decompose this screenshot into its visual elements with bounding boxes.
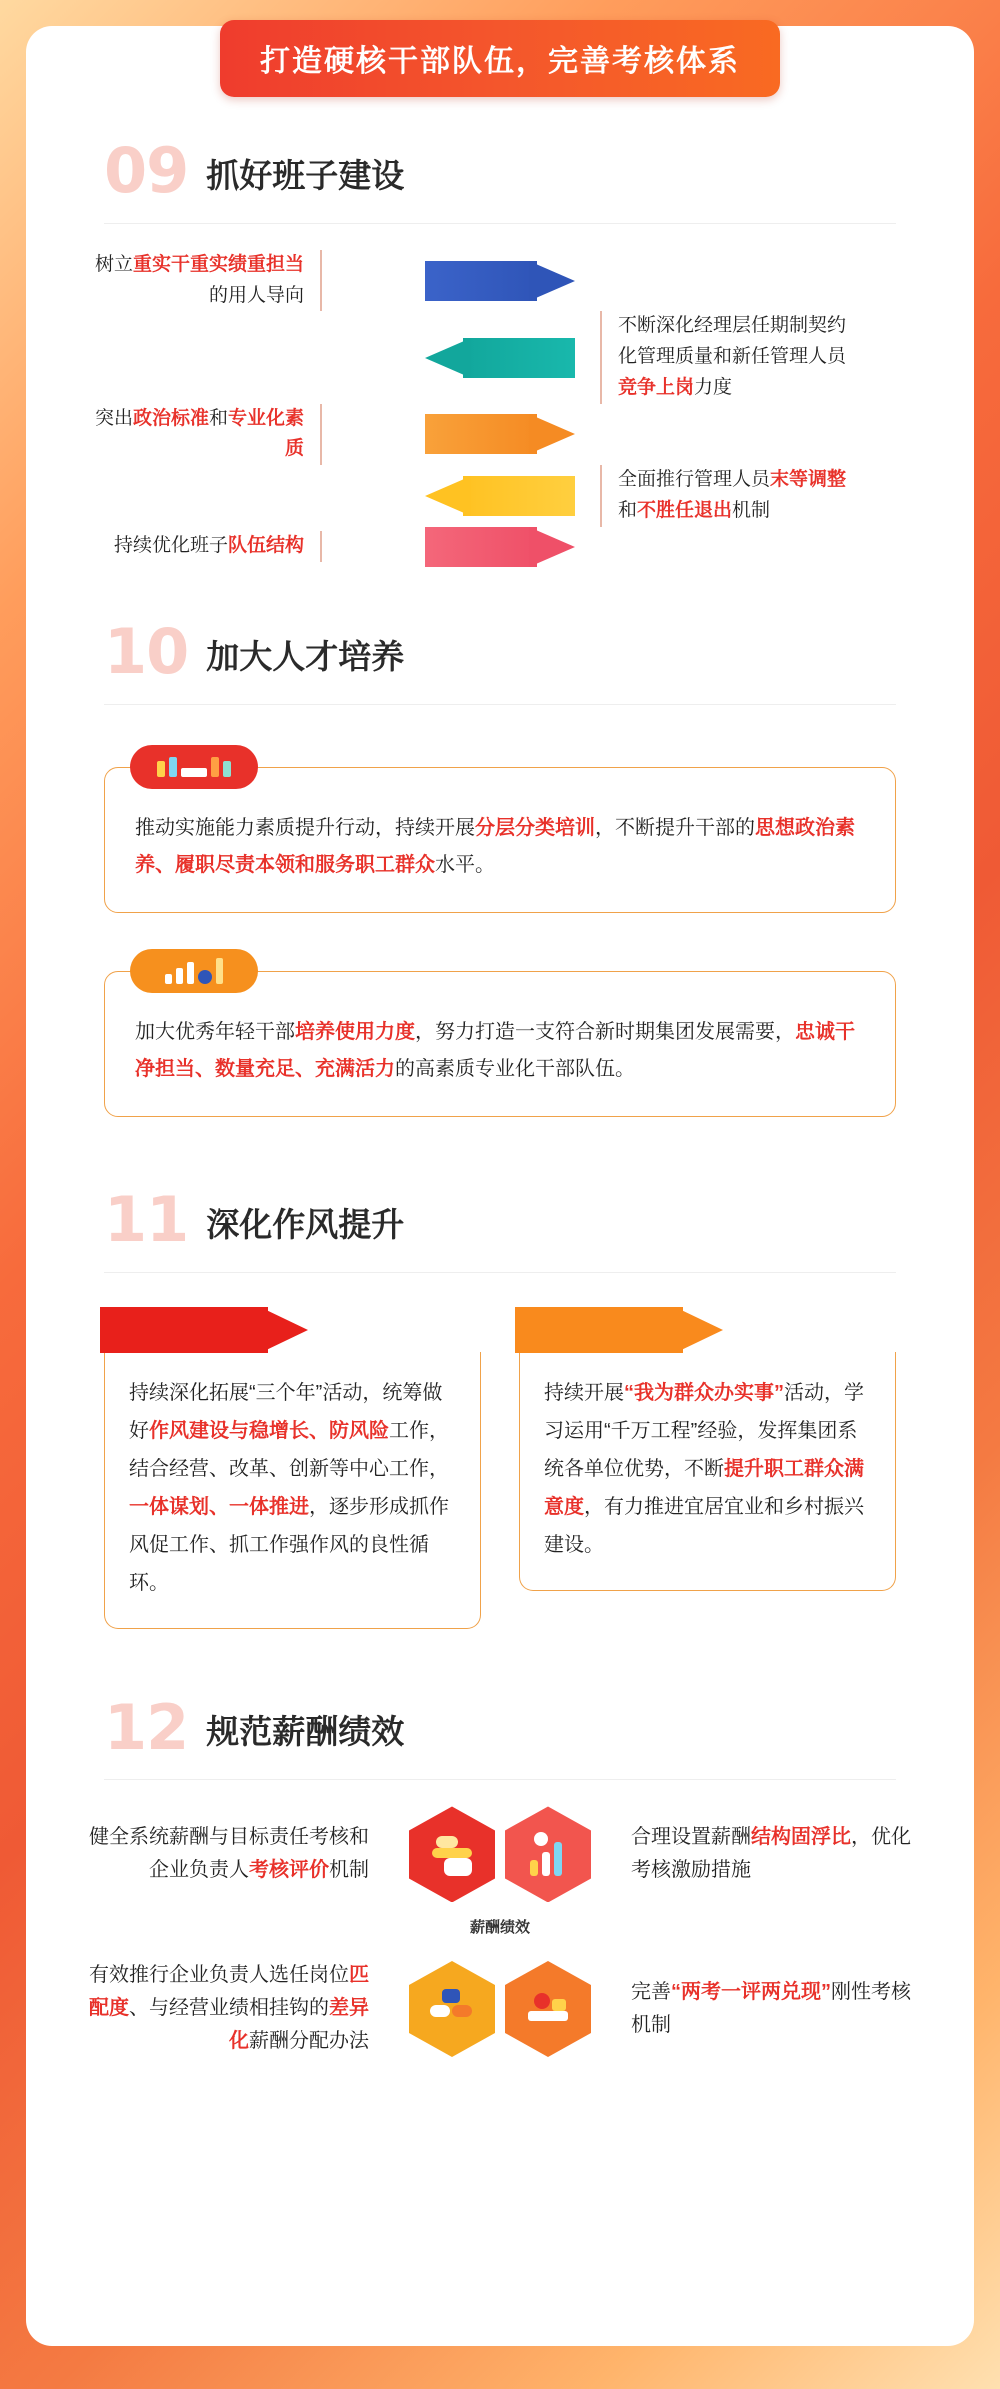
section-11-title: 深化作风提升	[206, 1205, 405, 1243]
section-10-divider	[104, 704, 896, 705]
orange-arrow-icon	[425, 414, 575, 454]
yellow-arrow-icon	[425, 476, 575, 516]
salary-item-3-text: 有效推行企业负责人选任岗位匹配度、与经营业绩相挂钩的差异化薪酬分配办法	[89, 1964, 369, 2053]
talent-box-2	[104, 971, 896, 1117]
growth-chart-icon	[130, 949, 258, 993]
hex-caption: 薪酬绩效	[469, 1919, 530, 1937]
section-09-arrow-block	[82, 250, 918, 567]
handshake-icon	[409, 1961, 495, 2057]
section-11-number: 11	[104, 1182, 189, 1256]
section-12	[82, 1690, 918, 2059]
salary-item-4-text: 完善“两考一评两兑现”刚性考核机制	[631, 1980, 911, 2036]
blue-arrow-icon	[425, 261, 575, 301]
arrow-item-3-text: 突出政治标准和专业化素质	[82, 404, 322, 466]
section-11-panels	[104, 1307, 896, 1629]
talent-box-1	[104, 767, 896, 913]
growth-person-icon	[505, 1806, 591, 1902]
style-panel-2-text: 持续开展“我为群众办实事”活动，学习运用“千万工程”经验，发挥集团系统各单位优势，不断提升职工群众满意度，有力推进宜居宜业和乡村振兴建设。	[519, 1352, 896, 1591]
talent-box-2-text: 加大优秀年轻干部培养使用力度，努力打造一支符合新时期集团发展需要，忠诚干净担当、数量充足、充满活力的高素质专业化干部队伍。	[104, 971, 896, 1117]
hex-row-2	[385, 1961, 615, 2057]
desk-work-icon	[505, 1961, 591, 2057]
section-09-header	[82, 134, 918, 207]
arrow-item-2-text: 不断深化经理层任期制契约化管理质量和新任管理人员竞争上岗力度	[600, 311, 850, 403]
section-09-divider	[104, 223, 896, 224]
arrow-item-5-text: 持续优化班子队伍结构	[82, 531, 322, 562]
section-10	[82, 614, 918, 1117]
infographic-card	[26, 26, 974, 2346]
section-11-header	[82, 1182, 918, 1256]
arrow-col-1	[400, 261, 600, 301]
pink-arrow-icon	[425, 527, 575, 567]
arrow-col-4	[400, 476, 600, 516]
arrow-item-1-text: 树立重实干重实绩重担当的用人导向	[82, 250, 322, 312]
meeting-icon	[130, 745, 258, 789]
section-12-number: 12	[104, 1690, 189, 1764]
teal-arrow-icon	[425, 338, 575, 378]
section-10-header	[82, 614, 918, 688]
section-09	[82, 134, 918, 567]
coins-hand-icon	[409, 1806, 495, 1902]
style-panel-2	[519, 1307, 896, 1629]
section-10-number: 10	[104, 614, 189, 688]
section-12-divider	[104, 1779, 896, 1780]
arrow-item-4-text: 全面推行管理人员末等调整和不胜任退出机制	[600, 465, 850, 527]
orange-flag-shape	[515, 1307, 723, 1353]
red-flag-shape	[100, 1307, 308, 1353]
section-10-title: 加大人才培养	[206, 637, 405, 675]
section-12-header	[82, 1690, 918, 1764]
section-09-number: 09	[104, 134, 189, 207]
style-panel-1	[104, 1307, 481, 1629]
arrow-col-2	[400, 338, 600, 378]
hex-row-1	[385, 1806, 615, 1902]
talent-box-1-text: 推动实施能力素质提升行动，持续开展分层分类培训，不断提升干部的思想政治素养、履职尽责本领和服务职工群众水平。	[104, 767, 896, 913]
section-11	[82, 1182, 918, 1629]
style-panel-1-text: 持续深化拓展“三个年”活动，统筹做好作风建设与稳增长、防风险工作，结合经营、改革、创新等中心工作，一体谋划、一体推进，逐步形成抓作风促工作、抓工作强作风的良性循环。	[104, 1352, 481, 1629]
section-12-hex-block	[82, 1806, 918, 2058]
section-11-divider	[104, 1272, 896, 1273]
arrow-col-5	[400, 527, 600, 567]
section-12-title: 规范薪酬绩效	[206, 1713, 405, 1751]
section-09-title: 抓好班子建设	[206, 156, 405, 194]
title-banner-wrapper	[26, 20, 974, 97]
salary-item-2-text: 合理设置薪酬结构固浮比，优化考核激励措施	[631, 1826, 911, 1882]
arrow-col-3	[400, 414, 600, 454]
salary-item-1-text: 健全系统薪酬与目标责任考核和企业负责人考核评价机制	[89, 1826, 369, 1882]
page-title: 打造硬核干部队伍，完善考核体系	[220, 20, 780, 97]
